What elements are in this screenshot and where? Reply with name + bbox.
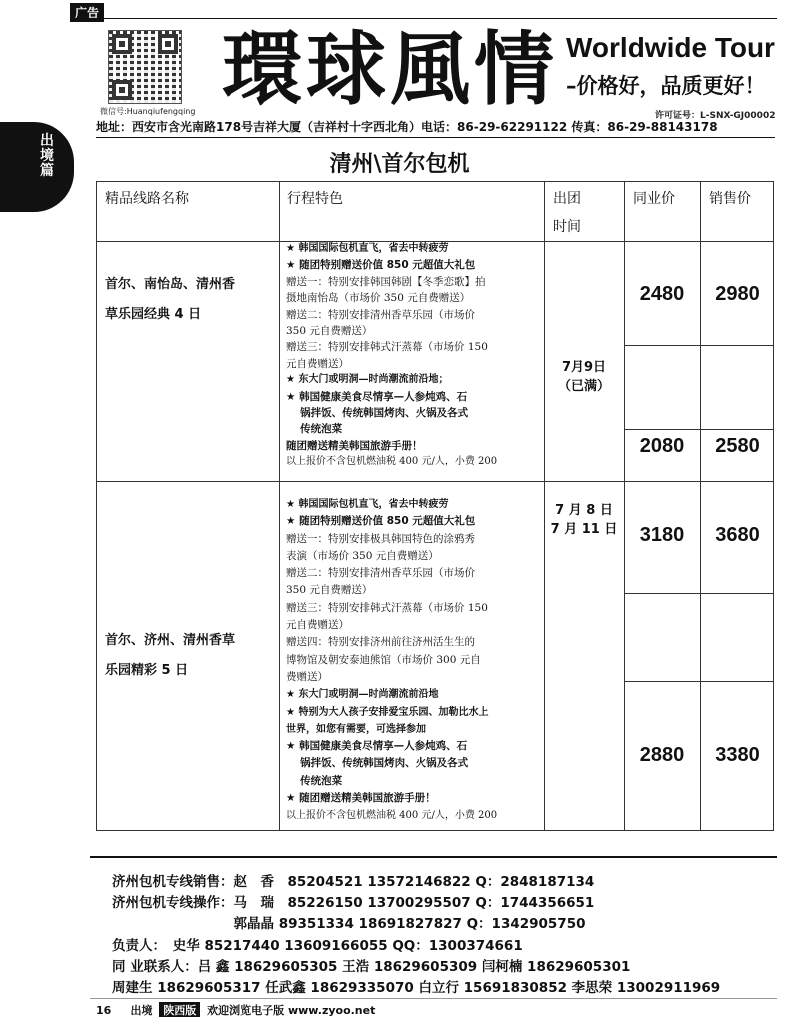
contacts-divider <box>90 856 777 858</box>
route1-features: ★ 韩国国际包机直飞，省去中转疲劳 ★ 随团特别赠送价值 850 元超值大礼包 赠送一：特别安排韩国韩剧【冬季恋歌】拍 摄地南怡岛（市场价 350 元自费赠送） 赠送二：特别安排清州香草乐园（市场价 350 元自费赠送） 赠送三：特别安排韩式汗蒸幕（市场价 150 元自费赠送） ★ 东大门或明洞—时尚潮流前沿地； ★ 韩国健康美食尽情享—人参炖鸡、石 锅拌饭、传统韩国烤肉、火锅及各式 传统泡菜 随团赠送精美韩国旅游手册！ 以上报价不含包机燃油税 400 元/人，小费 200 <box>286 243 498 468</box>
table-col-divider <box>700 182 701 830</box>
footer-divider <box>90 998 777 999</box>
header-features: 行程特色 <box>287 191 343 207</box>
contact-line: 同 业联系人：吕 鑫 18629605305 王浩 18629605309 闫柯楠 18629605301 <box>112 958 631 975</box>
table-row-divider <box>624 681 773 682</box>
top-divider <box>70 18 777 19</box>
address-divider <box>96 137 775 138</box>
footer-link[interactable]: 欢迎浏览电子版 www.zyoo.net <box>207 1004 376 1017</box>
contacts-block <box>112 872 720 999</box>
footer-section: 出境 <box>130 1004 153 1017</box>
route2-date: 7 月 8 日 7 月 11 日 <box>550 503 618 537</box>
contact-line: 负责人： 史华 85217440 13609166055 QQ：1300374661 <box>112 937 523 954</box>
contact-line: 济州包机专线销售：赵 香 85204521 13572146822 Q：2848187134 <box>112 874 595 890</box>
table-row-divider <box>624 593 773 594</box>
header-date-line1: 出团 <box>553 191 581 207</box>
license-number: 许可证号：L-SNX-GJ00002 <box>655 111 776 121</box>
route1-date: 7月9日 （已满） <box>557 360 610 394</box>
contact-line: 周建生 18629605317 任武鑫 18629335070 白立行 15691830852 李思荣 13002911969 <box>112 980 721 997</box>
contact-line: 济州包机专线操作：马 瑞 85226150 13700295507 Q：1744356651 <box>112 895 595 912</box>
page-number: 16 <box>96 1004 112 1017</box>
address-line: 地址：西安市含光南路178号吉祥大厦（吉祥村十字西北角）电话：86-29-62291122 传真：86-29-88143178 <box>96 120 718 134</box>
section-side-tab-label: 出境篇 <box>40 133 54 179</box>
route1-trade-price-b: 2080 <box>639 435 685 457</box>
itinerary-table <box>96 181 774 831</box>
brand-english: Worldwide Tour <box>566 32 775 63</box>
footer <box>96 1002 375 1017</box>
route1-name: 首尔、南怡岛、清州香 草乐园经典 4 日 <box>105 277 236 322</box>
slogan: –价格好，品质更好！ <box>566 74 766 98</box>
table-row-divider <box>624 429 773 430</box>
table-row-divider <box>97 481 773 482</box>
route2-name: 首尔、济州、清州香草 乐园精彩 5 日 <box>105 633 236 678</box>
table-row-divider <box>624 345 773 346</box>
route2-trade-price-a: 3180 <box>639 524 685 546</box>
qr-code-icon <box>108 30 182 104</box>
route2-sale-price-a: 3680 <box>715 524 760 546</box>
route1-sale-price-b: 2580 <box>715 435 760 457</box>
table-col-divider <box>279 182 280 830</box>
edition-badge: 陕西版 <box>159 1002 200 1017</box>
wechat-id: 微信号:Huanqiufengqing <box>100 107 196 116</box>
route1-trade-price-a: 2480 <box>639 283 685 305</box>
route1-sale-price-a: 2980 <box>715 283 760 305</box>
header-sale-price: 销售价 <box>709 191 751 207</box>
route2-features: ★ 韩国国际包机直飞，省去中转疲劳 ★ 随团特别赠送价值 850 元超值大礼包 赠送一：特别安排极具韩国特色的涂鸦秀 表演（市场价 350 元自费赠送） 赠送二：特别安排清州香草乐园（市场价 350 元自费赠送） 赠送三：特别安排韩式汗蒸幕（市场价 150 元自费赠送） 赠送四：特别安排济州前往济州活生生的 博物馆及朝安泰迪熊馆（市场价 300 元自 费赠送） ★ 东大门或明洞—时尚潮流前沿地 ★ 特别为大人孩子安排爱宝乐园、加勒比水上 世界，如您有需要，可选择参加 ★ 韩国健康美食尽情享—人参炖鸡、石 锅拌饭、传统韩国烤肉、火锅及各式 传统泡菜 ★ 随团赠送精美韩国旅游手册！ 以上报价不含包机燃油税 400 元/人，小费 200 <box>286 499 498 822</box>
header-trade-price: 同业价 <box>633 191 675 207</box>
route2-sale-price-b: 3380 <box>715 744 760 766</box>
brand-logo-text: 環球風情 <box>222 22 558 116</box>
table-col-divider <box>624 182 625 830</box>
contact-line: 郭晶晶 89351334 18691827827 Q：1342905750 <box>112 916 586 933</box>
header-route: 精品线路名称 <box>105 191 189 207</box>
route2-trade-price-b: 2880 <box>639 744 685 766</box>
header-date-line2: 时间 <box>553 219 581 235</box>
page-title: 清州\首尔包机 <box>329 152 470 177</box>
ad-tag: 广告 <box>70 3 104 22</box>
